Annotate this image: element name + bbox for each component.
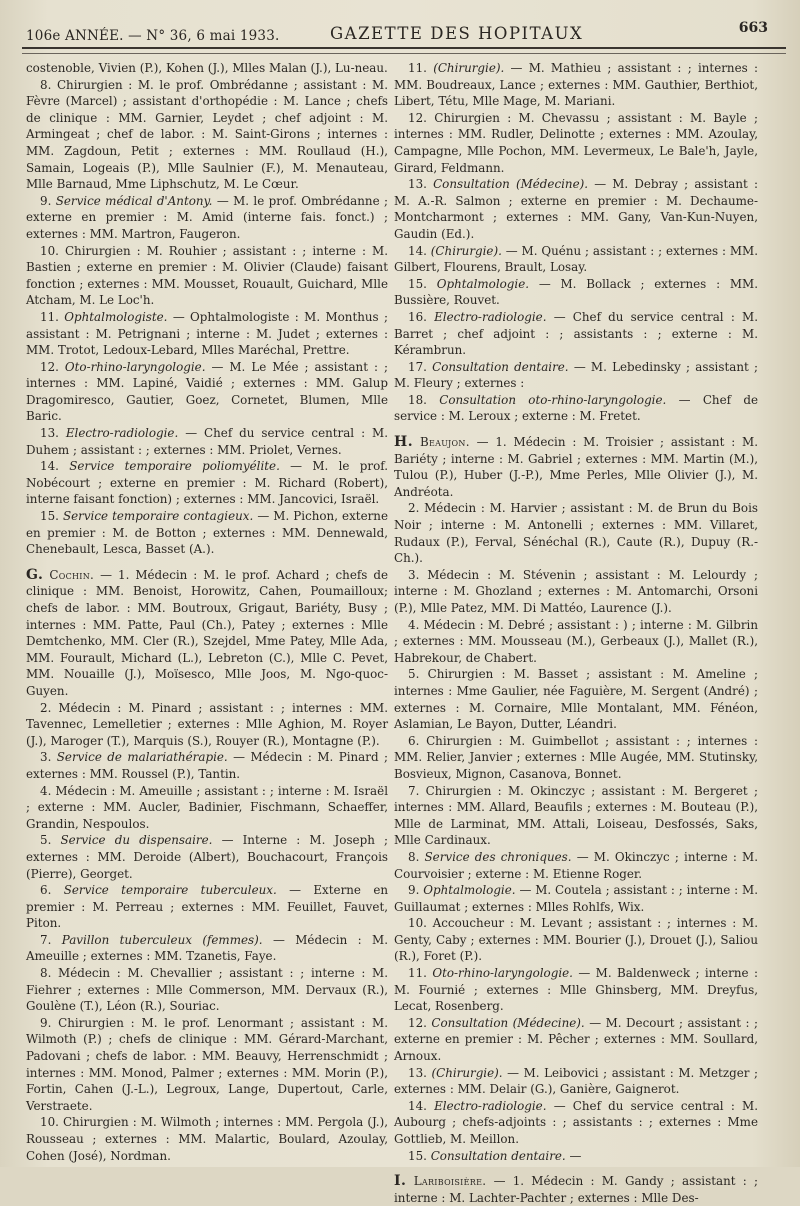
service-paragraph (394, 1148, 758, 1165)
paragraph-text: — Chef du service central : M. Barret ; chef adjoint : ; assistants : ; externe : M. Kérambrun. (394, 309, 758, 358)
service-paragraph (394, 783, 758, 849)
page-number: 663 (738, 20, 768, 36)
service-paragraph (394, 110, 758, 176)
paragraph-text: — M. le prof. Nobécourt ; externe en premier : M. Richard (Robert), interne faisant fonction) ; externes : MM. Jancovici, Israël. (26, 459, 388, 507)
paragraph-text: — Interne : M. Joseph ; externes : MM. Deroide (Albert), Bouchacourt, François (Pierre), Georget. (26, 833, 389, 881)
paragraph-text: — M. Okinczyc ; interne : M. Courvoisier ; externe : M. Etienne Roger. (394, 849, 758, 881)
hospital-name: Beaujon. (419, 435, 470, 450)
paragraph-text: 3. Médecin : M. Stévenin ; assistant : M. Lelourdy ; interne : M. Ghozland ; externes : M. Antomarchi, Orsoni (P.), Mlle Patez, MM. Di Mattéo, Laurence (J.). (394, 567, 758, 615)
service-title: Service temporaire poliomyélite. (69, 459, 280, 474)
item-number: 3. (40, 750, 57, 765)
journal-title: GAZETTE DES HOPITAUX (330, 24, 584, 43)
section-letter: I. (394, 1173, 407, 1190)
paragraph-text: — Médecin : M. Pinard ; externes : MM. Roussel (P.), Tantin. (26, 750, 388, 781)
item-number: 17. (408, 359, 433, 374)
paragraph-text: costenoble, Vivien (P.), Kohen (J.), Mlles Malan (J.), Lu-neau. (26, 61, 388, 75)
service-paragraph (394, 392, 758, 425)
paragraph-text: — M. Le Mée ; assistant : ; internes : MM. Lapiné, Vaidié ; externes : MM. Galup Dragomiresco, Gautier, Goez, Cornetet, Blumen, Mlle Baric. (26, 359, 388, 424)
section-letter: G. (26, 566, 44, 583)
paragraph-text: — M. Pichon, externe en premier : M. de Botton ; externes : MM. Dennewald, Chenebault, Lesca, Basset (A.). (26, 509, 388, 557)
section-paragraph (394, 1173, 758, 1206)
service-title: Service des chroniques. (424, 849, 572, 864)
paragraph-text: 8. Médecin : M. Chevallier ; assistant : ; interne : M. Fiehrer ; externes : Mlle Commerson, MM. Dervaux (R.), Goulène (T.), Léon (R.), Souriac. (26, 966, 388, 1014)
service-title: Consultation dentaire. (430, 1148, 566, 1163)
service-paragraph (26, 193, 388, 243)
service-title: Service du dispensaire. (60, 833, 213, 848)
item-number: 13. (408, 177, 434, 192)
service-title: (Chirurgie). (431, 1065, 503, 1080)
service-paragraph (394, 359, 758, 392)
service-title: Oto-rhino-laryngologie. (64, 359, 206, 374)
service-paragraph (26, 359, 388, 425)
section-paragraph (394, 434, 758, 500)
service-paragraph (394, 915, 758, 965)
item-number: 11. (408, 966, 433, 981)
paragraph-text: — Chef du service central : M. Aubourg ; chefs-adjoints : ; assistants : ; externes : Mme Gottlieb, M. Meillon. (394, 1098, 758, 1146)
service-title: Service temporaire contagieux. (62, 509, 254, 524)
service-paragraph (394, 276, 758, 309)
item-number: 14. (40, 459, 70, 474)
service-title: Electro-radiologie. (434, 1098, 547, 1113)
item-number: 7. (40, 932, 62, 947)
service-title: (Chirurgie). (430, 243, 502, 258)
service-paragraph (394, 1098, 758, 1148)
paragraph-text: 2. Médecin : M. Harvier ; assistant : M. de Brun du Bois Noir ; interne : M. Antonelli ; externes : MM. Villaret, Rudaux (P.), Ferval, Sénéchal (R.), Caute (R.), Dupuy (R.-Ch.). (394, 501, 758, 566)
item-number: 15. (408, 276, 437, 291)
paragraph-text: 4. Médecin : M. Debré ; assistant : ) ; interne : M. Gilbrin ; externes : MM. Mousseau (M.), Gerbeaux (J.), Mallet (R.), Habrekour, de Chabert. (394, 617, 758, 665)
service-paragraph (26, 243, 388, 309)
paragraph-text: 10. Chirurgien : M. Wilmoth ; internes : MM. Pergola (J.), Rousseau ; externes : MM. Malartic, Boulard, Azoulay, Cohen (José), Nordman. (26, 1115, 388, 1163)
paragraph-text: 12. Chirurgien : M. Chevassu ; assistant : M. Bayle ; internes : MM. Rudler, Delinotte ; externes : MM. Azoulay, Campagne, Mlle Pochon, MM. Levermeux, Le Bale'h, Jayle, Girard, Feldmann. (394, 110, 758, 175)
service-paragraph (394, 309, 758, 359)
service-paragraph (394, 176, 758, 242)
service-paragraph (394, 733, 758, 783)
paragraph-text: — M. Decourt ; assistant : ; externe en premier : M. Pêcher ; externes : MM. Soullard, Arnoux. (394, 1015, 758, 1064)
paragraph-text: — M. Quénu ; assistant : ; externes : MM. Gilbert, Flourens, Brault, Losay. (394, 243, 758, 275)
paragraph-text: 2. Médecin : M. Pinard ; assistant : ; internes : MM. Tavennec, Lemelletier ; externes : Mlle Aghion, M. Royer (J.), Maroger (T.), Marquis (S.), Rouyer (R.), Montagne (P.). (26, 700, 388, 748)
service-title: (Chirurgie). (433, 61, 505, 75)
service-title: Pavillon tuberculeux (femmes). (61, 932, 263, 947)
item-number: 15. (40, 509, 63, 524)
service-paragraph (394, 965, 758, 1015)
header-rule-thin (22, 53, 786, 54)
item-number: 9. (408, 883, 424, 898)
paragraph-text: — 1. Médecin : M. le prof. Achard ; chefs de clinique : MM. Benoist, Horowitz, Cahen, Poumailloux; chefs de labor. : MM. Boutroux, Grigaut, Bariéty, Busy ; internes : MM. Patte, Paul (Ch.), Patey ; externes : Mlle Demtchenko, MM. Cler (R.), Szejdel, Mme Patey, Mlle Ada, MM. Fourault, Michard (L.), Lebreton (C.), Mlle C. Pevet, MM. Nouaille (J.), Moïsesco, Mlle Joos, M. Ngo-quoc-Guyen. (26, 567, 389, 698)
page-header (22, 14, 786, 48)
service-paragraph (26, 458, 388, 508)
paragraph-text: — 1. Médecin : M. Troisier ; assistant : M. Bariéty ; interne : M. Gabriel ; externes : MM. Martin (M.), Tulou (P.), Huber (J.-P.), Mme Perles, Mlle Olivier (J.), M. Andréota. (394, 435, 758, 499)
service-paragraph (26, 965, 388, 1015)
paragraph-text: 10. Chirurgien : M. Rouhier ; assistant : ; interne : M. Bastien ; externe en premier : M. Olivier (Claude) faisant fonction ; externes : MM. Mousset, Rouault, Guichard, Mlle Atcham, M. Le Loc'h. (26, 243, 388, 308)
service-title: Consultation dentaire. (432, 359, 569, 374)
left-column (26, 60, 388, 1164)
service-paragraph (26, 700, 388, 750)
paragraph-text: — (565, 1148, 582, 1163)
header-rule (22, 47, 786, 49)
service-title: Service de malariathérapie. (56, 750, 228, 765)
service-paragraph (26, 1015, 388, 1115)
paragraph-text: 6. Chirurgien : M. Guimbellot ; assistant : ; internes : MM. Relier, Janvier ; externes : Mlle Augée, MM. Stutinsky, Bosvieux, Mignon, Casanova, Bonnet. (394, 733, 758, 781)
paragraph-text: — M. Coutela ; assistant : ; interne : M. Guillaumat ; externes : Mlles Rohlfs, Wix. (394, 883, 759, 914)
service-paragraph (26, 932, 388, 965)
item-number: 18. (408, 392, 440, 407)
paragraph-text: — M. le prof. Ombrédanne ; externe en premier : M. Amid (interne fais. fonct.) ; externes : MM. Martron, Faugeron. (26, 193, 389, 241)
item-number: 13. (408, 1065, 432, 1080)
paragraph-text: — M. Bollack ; externes : MM. Bussière, Rouvet. (394, 276, 758, 308)
service-title: Ophtalmologie. (423, 883, 516, 898)
paragraph-text: — Externe en premier : M. Perreau ; externes : MM. Feuillet, Fauvet, Piton. (26, 883, 389, 931)
item-number: 14. (408, 243, 431, 258)
item-number: 13. (40, 426, 66, 441)
item-number: 12. (408, 1015, 432, 1030)
item-number: 15. (408, 1148, 431, 1163)
paragraph-text: — M. Leibovici ; assistant : M. Metzger ; externes : MM. Delair (G.), Ganière, Gaignerot. (394, 1065, 758, 1097)
item-number: 16. (408, 309, 435, 324)
paragraph-text: — M. Baldenweck ; interne : M. Fournié ; externes : Mlle Ghinsberg, MM. Dreyfus, Lecat, Rosenberg. (394, 966, 758, 1014)
paragraph-text: 8. Chirurgien : M. le prof. Ombrédanne ; assistant : M. Fèvre (Marcel) ; assistant d'orthopédie : M. Lance ; chefs de clinique : MM. Garnier, Leydet ; chef adjoint : M. Armingeat ; chef de labor. : M. Saint-Girons ; internes : MM. Zagdoun, Petit ; externes : MM. Roullaud (H.), Samain, Logeais (P.), Mlle Saulnier (F.), M. Menauteau, Mlle Barnaud, Mme Liphschutz, M. Le Cœur. (26, 77, 388, 192)
item-number: 12. (40, 359, 65, 374)
service-title: Ophtalmologie. (436, 276, 530, 291)
item-number: 14. (408, 1098, 435, 1113)
paragraph-text: — M. Mathieu ; assistant : ; internes : MM. Boudreaux, Lance ; externes : MM. Gauthier, Berthiot, Libert, Tétu, Mlle Mage, M. Mariani. (394, 61, 758, 109)
service-paragraph (394, 617, 758, 667)
right-column (394, 60, 758, 1206)
item-number: 6. (40, 883, 64, 898)
service-paragraph (26, 749, 388, 782)
service-paragraph (394, 60, 758, 110)
service-paragraph (26, 508, 388, 558)
service-paragraph (26, 882, 388, 932)
item-number: 8. (408, 849, 425, 864)
paragraph-text: — Médecin : M. Ameuille ; externes : MM. Tzanetis, Faye. (26, 932, 388, 964)
service-paragraph (394, 882, 758, 915)
item-number: 9. (40, 193, 56, 208)
paragraph-text: 5. Chirurgien : M. Basset ; assistant : M. Ameline ; internes : Mme Gaulier, née Faguière, M. Sergent (André) ; externes : M. Cornaire, Mlle Montalant, MM. Fénéon, Aslamian, Le Bayon, Dutter, Léandri. (394, 667, 758, 732)
service-paragraph (394, 1015, 758, 1065)
service-paragraph (26, 77, 388, 193)
section-letter: H. (394, 434, 414, 451)
service-paragraph (394, 666, 758, 732)
service-paragraph (394, 1065, 758, 1098)
service-title: Electro-radiologie. (434, 309, 547, 324)
service-title: Consultation oto-rhino-laryngologie. (439, 392, 667, 407)
service-title: Service temporaire tuberculeux. (63, 883, 277, 898)
service-paragraph (394, 567, 758, 617)
service-paragraph (26, 425, 388, 458)
paragraph-text: — Ophtalmologiste : M. Monthus ; assistant : M. Petrignani ; interne : M. Judet ; externes : MM. Trotot, Ledoux-Lebard, Mlles Maréchal, Prettre. (26, 309, 388, 358)
service-title: Oto-rhino-laryngologie. (432, 966, 573, 981)
paragraph-text: — Chef de service : M. Leroux ; externe : M. Fretet. (394, 392, 758, 424)
paragraph-text: 9. Chirurgien : M. le prof. Lenormant ; assistant : M. Wilmoth (P.) ; chefs de clinique : MM. Gérard-Marchant, Padovani ; chefs de labor. : MM. Beauvy, Herrenschmidt ; internes : MM. Monod, Palmer ; externes : MM. Morin (P.), Fortin, Cahen (J.-L.), Legroux, Lange, Dupertout, Carle, Verstraete. (26, 1015, 388, 1113)
service-title: Consultation (Médecine). (431, 1015, 585, 1030)
issue-info: 106e ANNÉE. — N° 36, 6 mai 1933. (26, 28, 280, 44)
service-paragraph (394, 849, 758, 882)
item-number: 11. (40, 309, 65, 324)
item-number: 11. (408, 61, 434, 75)
section-paragraph (26, 567, 388, 700)
hospital-name: Cochin. (49, 567, 95, 582)
service-paragraph (394, 500, 758, 566)
service-paragraph (26, 60, 388, 77)
paragraph-text: — Chef du service central : M. Duhem ; assistant : ; externes : MM. Priolet, Vernes. (26, 426, 388, 457)
paragraph-text: — M. Lebedinsky ; assistant ; M. Fleury ; externes : (394, 359, 758, 391)
service-paragraph (26, 309, 388, 359)
item-number: 5. (40, 833, 61, 848)
service-title: Ophtalmologiste. (64, 309, 168, 324)
paragraph-text: 10. Accoucheur : M. Levant ; assistant : ; internes : M. Genty, Caby ; externes : MM. Bourier (J.), Drouet (J.), Saliou (R.), Foret (P.). (394, 916, 758, 964)
service-paragraph (26, 1114, 388, 1164)
paragraph-text: 4. Médecin : M. Ameuille ; assistant : ; interne : M. Israël ; externe : MM. Aucler, Badinier, Fischmann, Schaeffer, Grandin, Nespoulos. (26, 783, 388, 831)
service-title: Consultation (Médecine). (433, 177, 589, 192)
service-paragraph (26, 783, 388, 833)
paragraph-text: — M. Debray ; assistant : M. A.-R. Salmon ; externe en premier : M. Dechaume-Montcharmont ; externes : MM. Gany, Van-Kun-Nuyen, Gaudin (Ed.). (394, 177, 758, 241)
hospital-name: Lariboisière. (413, 1174, 487, 1189)
service-paragraph (394, 243, 758, 276)
service-title: Service médical d'Antony. (55, 193, 213, 208)
service-paragraph (26, 832, 388, 882)
service-title: Electro-radiologie. (65, 426, 179, 441)
paragraph-text: 7. Chirurgien : M. Okinczyc ; assistant : M. Bergeret ; internes : MM. Allard, Beaufils ; externes : M. Bouteau (P.), Mlle de Larminat, MM. Attali, Loiseau, Desfossés, Saks, Mlle Cardinaux. (394, 783, 758, 848)
paragraph-text: — 1. Médecin : M. Gandy ; assistant : ; interne : M. Lachter-Pachter ; externes : Mlle Des- (394, 1174, 758, 1205)
